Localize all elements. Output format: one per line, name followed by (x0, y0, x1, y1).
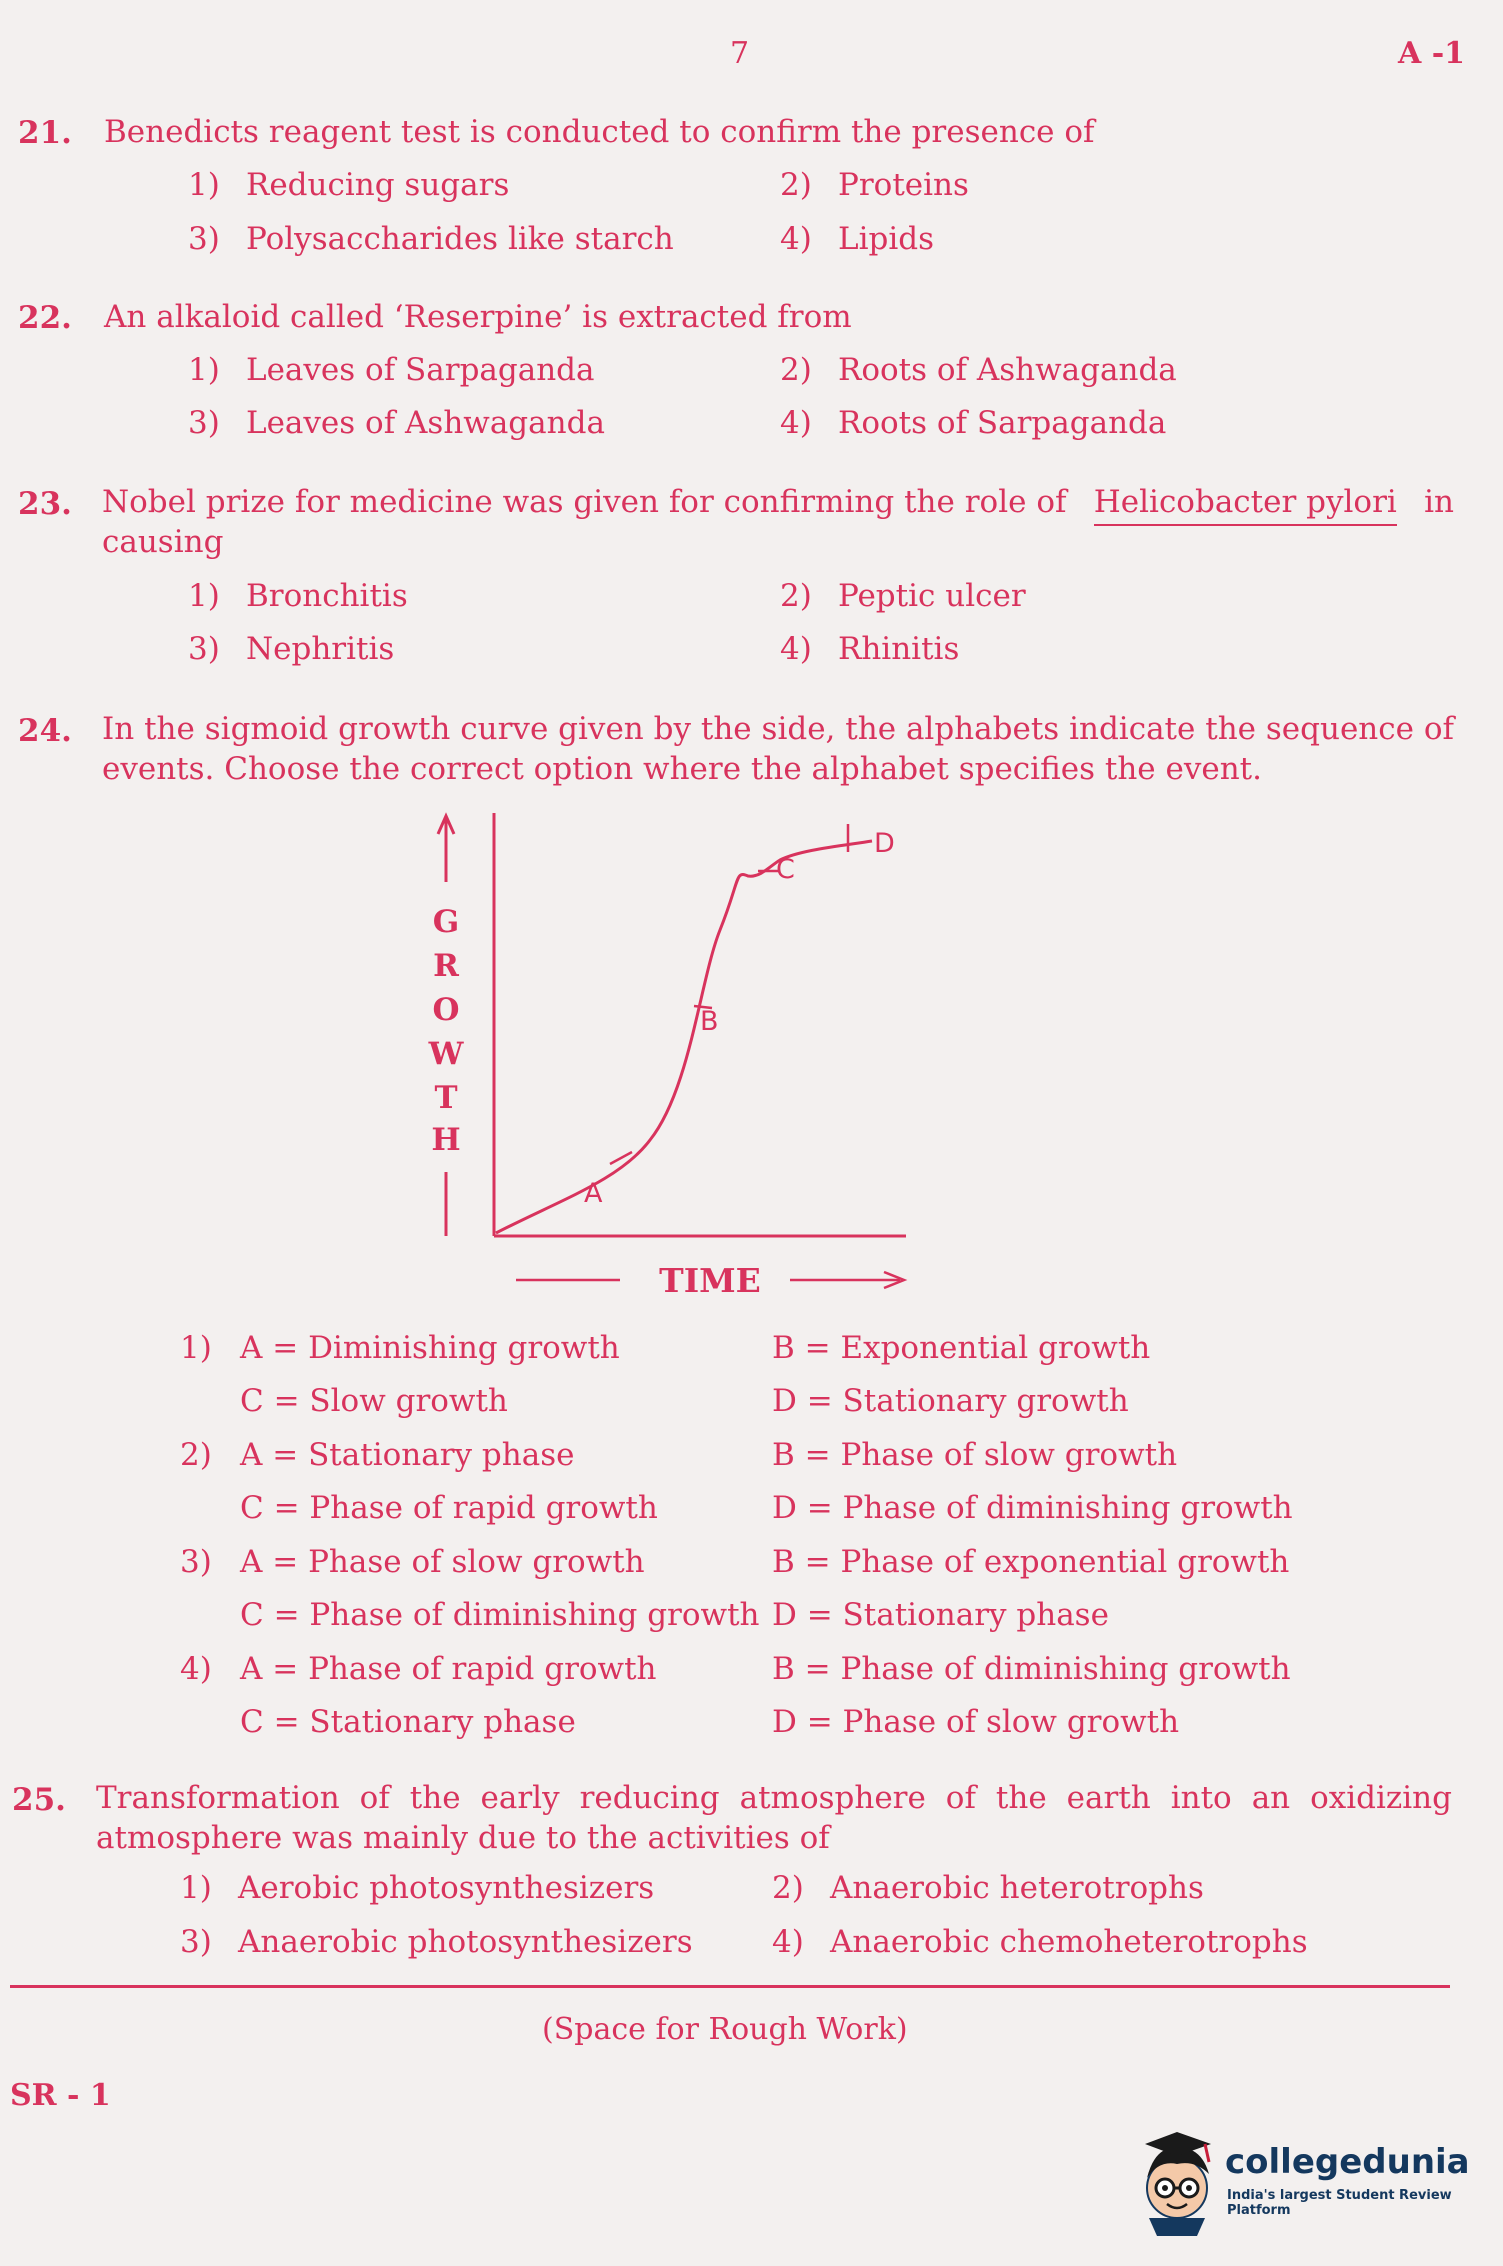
option-pair-c: C = Phase of rapid growth (240, 1490, 658, 1526)
question-text: Benedicts reagent test is conducted to confirm the presence of (104, 114, 1095, 150)
option-pair-c: C = Phase of diminishing growth (240, 1597, 760, 1633)
option-item: 1) Reducing sugars (188, 167, 510, 203)
option-item: 4) Rhinitis (780, 631, 960, 667)
rough-work-label: (Space for Rough Work) (542, 2012, 908, 2047)
axis-letter: O (432, 992, 460, 1028)
option-item: 2) Proteins (780, 167, 969, 203)
sigmoid-curve (496, 841, 872, 1233)
page-number: 7 (730, 36, 750, 71)
point-label-d: D (874, 828, 895, 859)
axis-letter: H (431, 1122, 461, 1158)
option-item: 2) Anaerobic heterotrophs (772, 1870, 1204, 1906)
option-pair-b: B = Phase of diminishing growth (772, 1651, 1291, 1687)
collegedunia-logo (1135, 2120, 1475, 2250)
option-pair-b: B = Exponential growth (772, 1330, 1151, 1366)
option-number: 4) (180, 1651, 212, 1687)
option-pair-b: B = Phase of slow growth (772, 1437, 1178, 1473)
question-text: An alkaloid called ‘Reserpine’ is extracted from (104, 299, 852, 335)
logo-wordmark: collegedunia (1225, 2142, 1470, 2182)
option-pair-b: B = Phase of exponential growth (772, 1544, 1290, 1580)
option-pair-c: C = Slow growth (240, 1383, 508, 1419)
option-item: 3) Polysaccharides like starch (188, 221, 674, 257)
question-number: 22. (18, 300, 72, 336)
option-item: 4) Lipids (780, 221, 935, 257)
question-number: 21. (18, 115, 72, 151)
series-code: SR - 1 (10, 2078, 111, 2113)
growth-axis-label (428, 904, 465, 1158)
question-text: Nobel prize for medicine was given for confirming the role of Helicobacter pylori in (102, 482, 1454, 526)
question-text: In the sigmoid growth curve given by the side, the alphabets indicate the sequence of (102, 711, 1454, 747)
option-item: 3) Anaerobic photosynthesizers (180, 1924, 693, 1960)
axis-letter: R (433, 948, 459, 984)
option-pair-d: D = Stationary growth (772, 1383, 1129, 1419)
question-number: 24. (18, 713, 72, 749)
option-item: 3) Leaves of Ashwaganda (188, 405, 605, 441)
option-pair-d: D = Phase of slow growth (772, 1704, 1180, 1740)
question-number: 25. (12, 1782, 66, 1818)
time-label: TIME (659, 1261, 761, 1300)
option-item: 1) Aerobic photosynthesizers (180, 1870, 655, 1906)
option-number: 1) (180, 1330, 212, 1366)
logo-tagline: India's largest Student Review Platform (1227, 2188, 1452, 2218)
axis-letter: T (434, 1080, 458, 1116)
axis-letter: W (428, 1036, 464, 1072)
option-number: 3) (180, 1544, 212, 1580)
option-pair-a: A = Diminishing growth (240, 1330, 620, 1366)
axis-letter: G (432, 904, 460, 940)
option-pair-a: A = Stationary phase (240, 1437, 575, 1473)
option-pair-d: D = Phase of diminishing growth (772, 1490, 1293, 1526)
option-number: 2) (180, 1437, 212, 1473)
question-text-continued: atmosphere was mainly due to the activities of (96, 1820, 830, 1856)
option-item: 4) Anaerobic chemoheterotrophs (772, 1924, 1308, 1960)
option-pair-c: C = Stationary phase (240, 1704, 576, 1740)
option-item: 1) Bronchitis (188, 578, 408, 614)
option-pair-a: A = Phase of slow growth (240, 1544, 645, 1580)
mascot-icon (1135, 2128, 1219, 2238)
point-label-b: B (700, 1006, 719, 1037)
option-item: 4) Roots of Sarpaganda (780, 405, 1167, 441)
option-item: 2) Roots of Ashwaganda (780, 352, 1177, 388)
paper-code: A -1 (1398, 36, 1466, 71)
divider-line (10, 1985, 1450, 1988)
option-item: 2) Peptic ulcer (780, 578, 1026, 614)
curve-tick-marks (610, 824, 848, 1164)
point-label-c: C (776, 854, 795, 885)
question-text-continued: events. Choose the correct option where the alphabet specifies the event. (102, 751, 1262, 787)
question-text: Transformation of the early reducing atmosphere of the earth into an oxidizing (96, 1780, 1452, 1816)
question-number: 23. (18, 486, 72, 522)
option-pair-d: D = Stationary phase (772, 1597, 1109, 1633)
question-text-continued: causing (102, 524, 224, 560)
option-pair-a: A = Phase of rapid growth (240, 1651, 657, 1687)
option-item: 3) Nephritis (188, 631, 395, 667)
point-label-a: A (584, 1178, 603, 1209)
option-item: 1) Leaves of Sarpaganda (188, 352, 595, 388)
